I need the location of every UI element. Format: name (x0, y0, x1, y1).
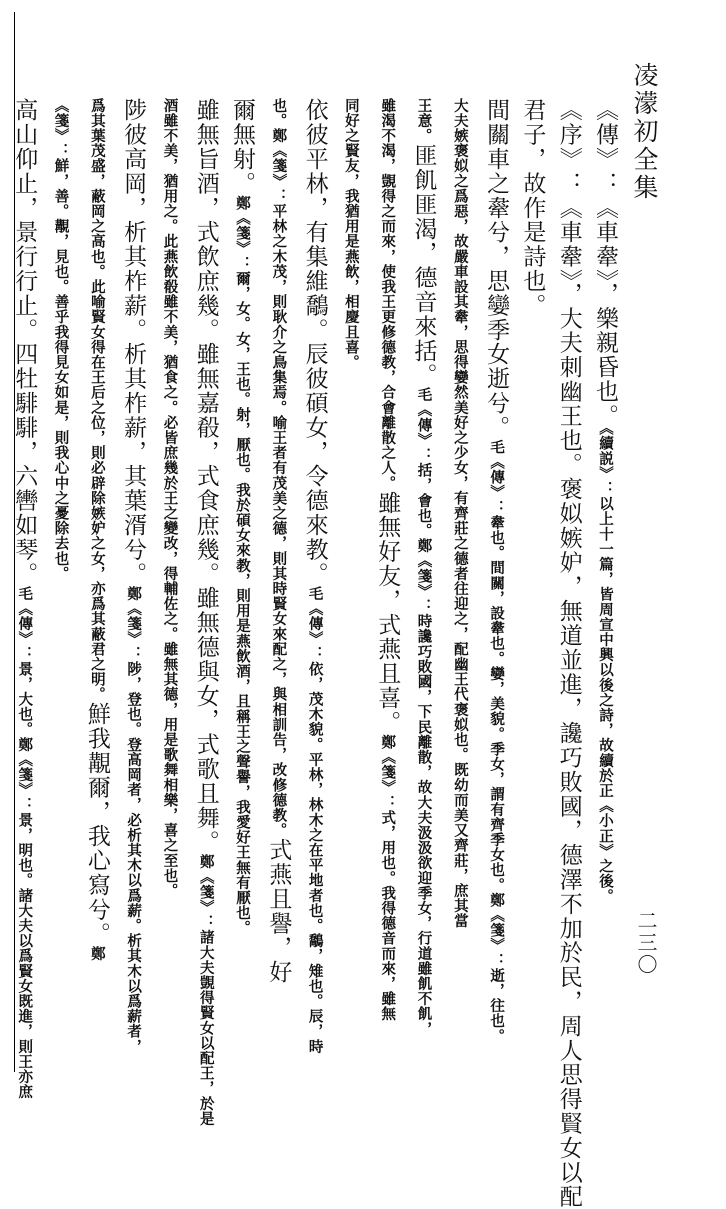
text-column (192, 98, 219, 1127)
commentary-note: 毛《傳》：舝也。間關，設舝也。孌，美貌。季女，謂有齊季女也。鄭《箋》：逝，往也。 (488, 439, 506, 1044)
verse-text: 匪飢匪渴，德音來括。 (410, 143, 437, 388)
verse-text: 陟彼高岡，析其柞薪。析其柞薪，其葉湑兮。 (120, 98, 147, 586)
text-column (411, 98, 437, 1048)
commentary-note: 毛《傳》：景，大也。鄭《箋》：景，明也。諸大夫以爲賢女既進，則王亦庶 (16, 586, 34, 1100)
verse-text: 鮮我覯爾，我心寫兮。 (83, 702, 110, 946)
verse-text: 君子，故作是詩也。 (519, 98, 546, 318)
commentary-note: 鄭 (88, 946, 106, 962)
text-column (374, 98, 400, 1048)
verse-text: 雖無旨酒，式飲庶幾。雖無嘉殽，式食庶幾。雖無德與女，式歌且舞。 (192, 98, 219, 855)
commentary-note: 王意。 (415, 98, 433, 144)
text-column (301, 98, 328, 1055)
commentary-note: 大夫嫉褒姒之爲惡，故嚴車設其舝，思得孌然美好之少女，有齊莊之德者往迎之，配幽王代褒姒也。既幼而美又齊莊，庶其當 (451, 98, 469, 929)
text-column (48, 98, 74, 1048)
commentary-note: 《續説》：以上十一篇，皆周宣中興以後之詩，故續於正《小正》之後。 (597, 428, 614, 905)
commentary-note: 鄭《箋》：諸大夫覬得賢女以配王，於是 (197, 854, 215, 1127)
text-column (519, 98, 545, 1048)
text-column (592, 98, 618, 1048)
text-column (483, 98, 509, 1048)
text-column (229, 98, 255, 1048)
verse-text: 間關車之舝兮，思孌季女逝兮。 (483, 98, 510, 440)
text-column (120, 98, 147, 1055)
text-column (338, 98, 364, 1048)
page-number: 二三〇 (634, 910, 658, 976)
commentary-note: 鄭《箋》：爾，女。女，王也。射，厭也。我於碩女來教，則用是燕飲酒，且稱王之聲譽，我愛好王無有厭也。 (234, 195, 252, 936)
verse-text: 依彼平林，有集維鷮。辰彼碩女，令德來教。 (301, 98, 328, 586)
commentary-note: 也。鄭《箋》：平林之木茂，則耿介之鳥集焉。喻王者有茂美之德，則其時賢女來配之，與相訓告，改修德教。 (270, 98, 288, 838)
text-column (84, 98, 110, 1048)
verse-text: 式燕且譽，好 (265, 837, 292, 985)
verse-text: 爾無射。 (229, 98, 256, 196)
verse-text: 《序》：《車舝》，大夫刺幽王也。褒姒嫉妒，無道並進，讒巧敗國，德澤不加於民，周人思得賢女以配 (555, 98, 582, 1209)
verse-text: 《傳》：《車舝》，樂親昏也。 (592, 98, 618, 429)
commentary-note: 雖渴不渴，覬得之而來，使我王更修德教，合會離散之人。 (379, 98, 397, 491)
text-column (447, 98, 473, 1048)
text-column (265, 98, 291, 1048)
commentary-note: 酒雖不美，猶用之。此燕飲殽雖不美，猶食之。必皆庶幾於王之變改，得輔佐之。雖無其德，用是歌舞相樂，喜之至也。 (161, 98, 179, 899)
commentary-note: 《箋》：鮮，善。覯，見也。善乎我得見女如是，則我心中之憂除去也。 (52, 98, 70, 582)
commentary-note: 毛《傳》：依，茂木貌。平林，林木之在平地者也。鷮，雉也。辰，時 (306, 586, 324, 1055)
commentary-note: 同好之賢友，我猶用是燕飲，相慶且喜。 (342, 98, 360, 370)
verse-text: 雖無好友，式燕且喜。 (374, 490, 401, 735)
running-title: 凌濛初全集 (630, 62, 659, 202)
commentary-note: 鄭《箋》：式，用也。我得德音而來，雖無 (379, 734, 397, 1022)
text-column (11, 98, 38, 1100)
commentary-note: 鄭《箋》：陟，登也。登高岡者，必析其木以爲薪。析其木以爲薪者， (125, 586, 143, 1055)
commentary-note: 爲其葉茂盛，蔽岡之高也。此喻賢女得在王后之位，則必辟除嫉妒之女，亦爲其蔽君之明。 (88, 98, 106, 702)
text-column (0, 98, 1, 1048)
text-body (11, 98, 618, 1209)
text-column (555, 98, 582, 1209)
text-column (156, 98, 182, 1048)
commentary-note: 毛《傳》：括，會也。鄭《箋》：時讒巧敗國，下民離散，故大夫汲汲欲迎季女，行道雖飢不飢， (415, 387, 433, 1037)
verse-text: 高山仰止，景行行止。四牡騑騑，六轡如琴。 (11, 98, 38, 586)
